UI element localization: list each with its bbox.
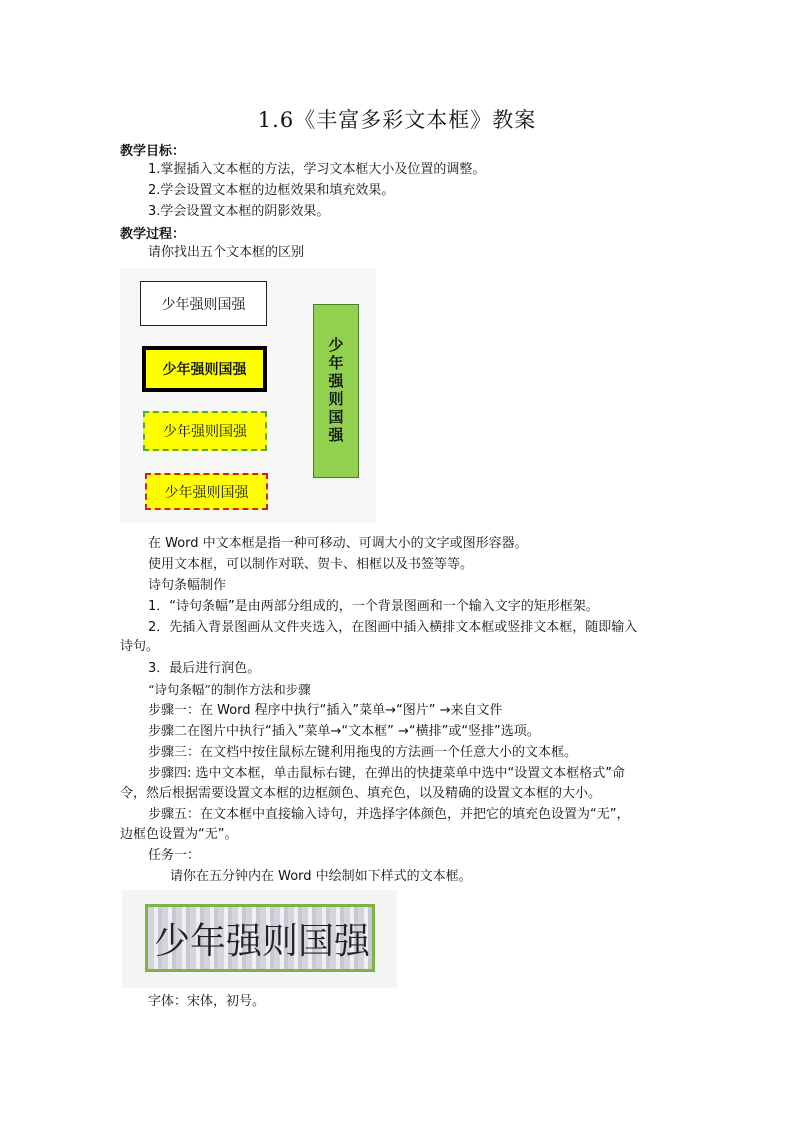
step-three: 步骤三：在文档中按住鼠标左键利用拖曳的方法画一个任意大小的文本框。 xyxy=(148,745,578,760)
paragraph-step-2-line1: 2．先插入背景图画从文件夹选入，在图画中插入横排文本框或竖排文本框，随即输入 xyxy=(148,620,638,635)
process-heading: 教学过程： xyxy=(120,227,186,242)
font-note: 字体：宋体，初号。 xyxy=(148,994,266,1009)
paragraph-step-1: 1．“诗句条幅”是由两部分组成的，一个背景图画和一个输入文字的矩形框架。 xyxy=(148,599,599,614)
paragraph-step-3: 3．最后进行润色。 xyxy=(148,661,261,676)
paragraph-usage: 使用文本框，可以制作对联、贺卡、相框以及书签等等。 xyxy=(148,557,474,572)
task-text: 请你在五分钟内在 Word 中绘制如下样式的文本框。 xyxy=(170,869,472,884)
textbox-vertical: 少年强则国强 xyxy=(313,304,359,478)
textbox-comparison-figure xyxy=(120,268,376,523)
step-two: 步骤二在图片中执行“插入”菜单→“文本框” →“横排”或“竖排”选项。 xyxy=(148,724,540,739)
process-intro: 请你找出五个文本框的区别 xyxy=(148,245,305,260)
banner-textbox: 少年强则国强 xyxy=(145,904,375,972)
step-five-line1: 步骤五：在文本框中直接输入诗句，并选择字体颜色，并把它的填充色设置为“无”， xyxy=(148,807,630,822)
paragraph-step-2-line2: 诗句。 xyxy=(120,639,160,654)
textbox-red-dashed: 少年强则国强 xyxy=(145,473,268,510)
paragraph-poem-banner: 诗句条幅制作 xyxy=(148,578,227,593)
banner-example-figure xyxy=(122,890,397,988)
paragraph-definition: 在 Word 中文本框是指一种可移动、可调大小的文字或图形容器。 xyxy=(148,536,528,551)
textbox-green-dashed: 少年强则国强 xyxy=(143,411,267,451)
page-title: 1.6《丰富多彩文本框》教案 xyxy=(257,108,537,132)
textbox-plain: 少年强则国强 xyxy=(140,281,267,326)
paragraph-method-heading: “诗句条幅”的制作方法和步骤 xyxy=(148,682,311,697)
objective-item-2: 2.学会设置文本框的边框效果和填充效果。 xyxy=(148,183,395,198)
step-four-line1: 步骤四: 选中文本框，单击鼠标右键，在弹出的快捷菜单中选中“设置文本框格式”命 xyxy=(148,766,625,781)
objective-item-1: 1.掌握插入文本框的方法，学习文本框大小及位置的调整。 xyxy=(148,162,486,177)
step-five-line2: 边框色设置为“无”。 xyxy=(120,827,238,842)
step-one: 步骤一：在 Word 程序中执行“插入”菜单→“图片” →来自文件 xyxy=(148,703,503,718)
textbox-thick-border: 少年强则国强 xyxy=(142,346,267,392)
objectives-heading: 教学目标： xyxy=(120,144,186,159)
step-four-line2: 令，然后根据需要设置文本框的边框颜色、填充色，以及精确的设置文本框的大小。 xyxy=(120,786,602,801)
objective-item-3: 3.学会设置文本框的阴影效果。 xyxy=(148,204,330,219)
task-label: 任务一： xyxy=(148,848,201,863)
